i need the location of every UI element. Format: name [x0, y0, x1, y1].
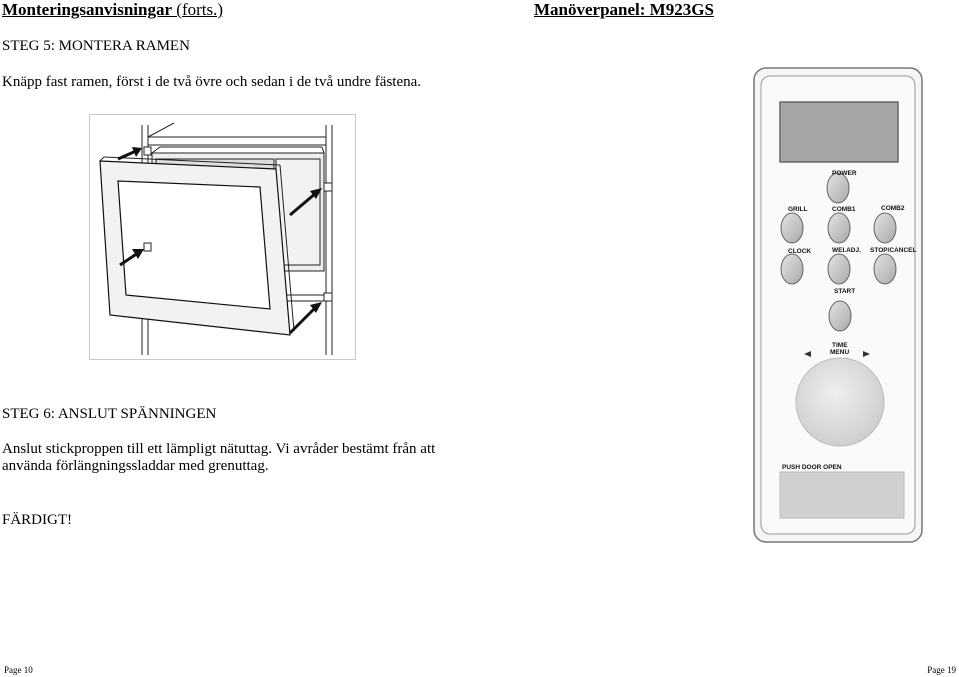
comb1-label: COMB1 [832, 206, 856, 213]
start-label: START [834, 288, 856, 295]
step6-text-line2: använda förlängningssladdar med grenuttag. [2, 458, 269, 474]
header-left-bold: Monteringsanvisningar [2, 0, 173, 19]
header-left-title [2, 0, 223, 20]
time-label: TIME [832, 342, 848, 349]
power-label: POWER [832, 170, 857, 177]
stopcancel-label: STOP/CANCEL [870, 247, 917, 254]
comb2-label: COMB2 [881, 205, 905, 212]
frame-installation-illustration [90, 115, 355, 359]
footer-left-page: Page 10 [4, 665, 33, 675]
done-text: FÄRDIGT! [2, 512, 72, 528]
grill-label: GRILL [788, 206, 808, 213]
menu-label: MENU [830, 349, 850, 356]
control-panel-illustration [748, 62, 936, 550]
footer-right-page: Page 19 [927, 665, 956, 675]
step6-text-line1: Anslut stickproppen till ett lämpligt nätuttag. Vi avråder bestämt från att [2, 441, 436, 457]
weiadj-label: WEI.ADJ. [832, 247, 861, 254]
control-panel-drawing [748, 62, 936, 550]
header-left-rest: (forts.) [172, 0, 224, 19]
frame-installation-figure [89, 114, 356, 360]
step5-title: STEG 5: MONTERA RAMEN [2, 38, 190, 54]
step5-text: Knäpp fast ramen, först i de två övre och sedan i de två undre fästena. [2, 74, 422, 90]
clock-label: CLOCK [788, 248, 812, 255]
push-door-open-label: PUSH DOOR OPEN [782, 464, 842, 471]
header-right-title [534, 0, 714, 20]
header-right-text: Manöverpanel: M923GS [534, 0, 714, 19]
step6-title: STEG 6: ANSLUT SPÄNNINGEN [2, 406, 217, 422]
